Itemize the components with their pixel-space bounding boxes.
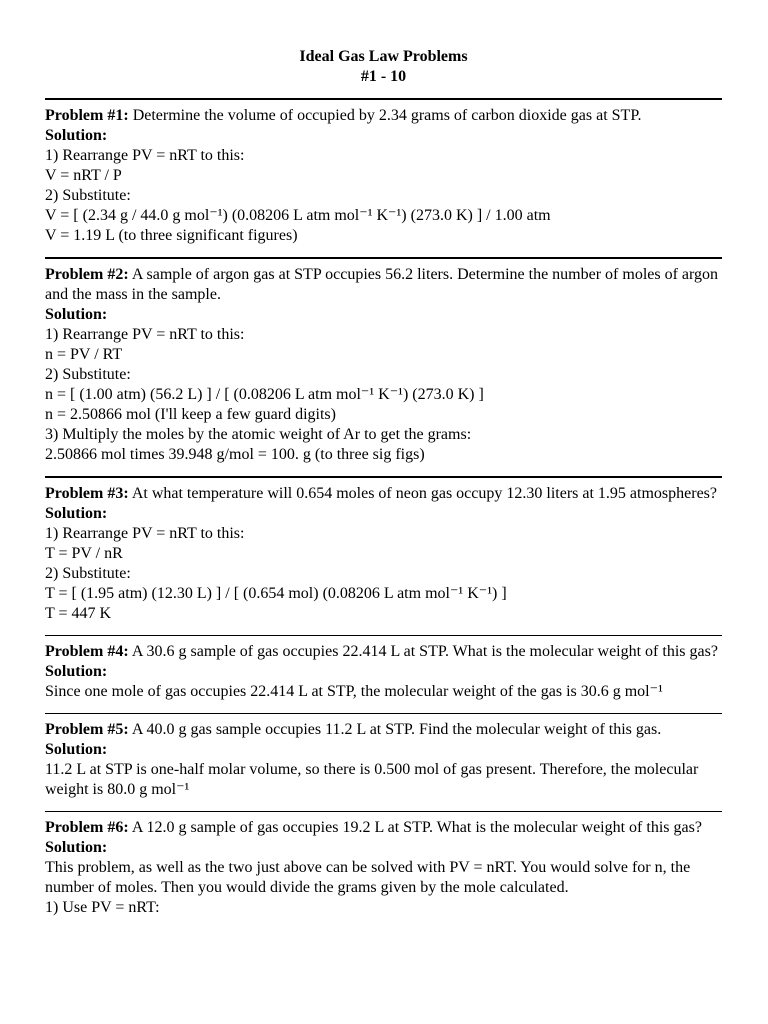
solution-line: T = [ (1.95 atm) (12.30 L) ] / [ (0.654 mol) (0.08206 L atm mol⁻¹ K⁻¹) ]: [45, 585, 507, 602]
problem-1: [45, 98, 722, 257]
solution-line: 1) Rearrange PV = nRT to this:: [45, 326, 245, 343]
solution-line: 1) Rearrange PV = nRT to this:: [45, 147, 245, 164]
solution-line: n = 2.50866 mol (I'll keep a few guard digits): [45, 406, 336, 423]
solution-line: 1) Rearrange PV = nRT to this:: [45, 525, 245, 542]
problem-label: Problem #4:: [45, 643, 129, 660]
problem-2: [45, 257, 722, 476]
problem-label: Problem #1:: [45, 107, 129, 124]
problem-label: Problem #5:: [45, 721, 129, 738]
solution-line: This problem, as well as the two just above can be solved with PV = nRT. You would solve for n, the number of moles. Then you would divide the grams given by the mole calculated.: [45, 859, 695, 896]
solution-line: T = 447 K: [45, 605, 112, 622]
solution-line: V = nRT / P: [45, 167, 122, 184]
solution-line: 2) Substitute:: [45, 187, 131, 204]
problem-5: [45, 713, 722, 811]
problem-statement: [45, 484, 722, 504]
problem-statement: [45, 818, 722, 838]
problem-statement: [45, 265, 722, 305]
solution-line: 2.50866 mol times 39.948 g/mol = 100. g (to three sig figs): [45, 446, 425, 463]
solution-line: n = [ (1.00 atm) (56.2 L) ] / [ (0.08206 L atm mol⁻¹ K⁻¹) (273.0 K) ]: [45, 386, 484, 403]
solution-label: Solution:: [45, 663, 108, 680]
problem-label: Problem #3:: [45, 485, 129, 502]
problem-question: At what temperature will 0.654 moles of neon gas occupy 12.30 liters at 1.95 atmospheres?: [131, 485, 717, 502]
solution-label: Solution:: [45, 839, 108, 856]
document-title: Ideal Gas Law Problems: [299, 48, 468, 65]
solution-label: Solution:: [45, 127, 108, 144]
problem-statement: [45, 642, 722, 662]
document-header: [45, 0, 722, 87]
solution-line: 11.2 L at STP is one-half molar volume, so there is 0.500 mol of gas present. Therefore, the molecular weight is 80.0 g mol⁻¹: [45, 761, 703, 798]
solution-line: n = PV / RT: [45, 346, 123, 363]
solution-line: 3) Multiply the moles by the atomic weight of Ar to get the grams:: [45, 426, 472, 443]
solution-line: T = PV / nR: [45, 545, 123, 562]
solution-label: Solution:: [45, 505, 108, 522]
problem-4: [45, 635, 722, 713]
problem-question: Determine the volume of occupied by 2.34 grams of carbon dioxide gas at STP.: [132, 107, 642, 124]
problem-6: [45, 811, 722, 929]
solution-line: 2) Substitute:: [45, 366, 131, 383]
problem-question: A 40.0 g gas sample occupies 11.2 L at STP. Find the molecular weight of this gas.: [131, 721, 662, 738]
problem-question: A 30.6 g sample of gas occupies 22.414 L at STP. What is the molecular weight of this gas?: [131, 643, 718, 660]
solution-line: Since one mole of gas occupies 22.414 L at STP, the molecular weight of the gas is 30.6 g mol⁻¹: [45, 683, 663, 700]
solution-line: 2) Substitute:: [45, 565, 131, 582]
problem-label: Problem #6:: [45, 819, 129, 836]
document-subtitle: #1 - 10: [360, 68, 407, 85]
solution-label: Solution:: [45, 306, 108, 323]
solution-label: Solution:: [45, 741, 108, 758]
problem-question: A 12.0 g sample of gas occupies 19.2 L at STP. What is the molecular weight of this gas?: [131, 819, 702, 836]
solution-line: 1) Use PV = nRT:: [45, 899, 160, 916]
problem-statement: [45, 106, 722, 126]
solution-line: V = [ (2.34 g / 44.0 g mol⁻¹) (0.08206 L atm mol⁻¹ K⁻¹) (273.0 K) ] / 1.00 atm: [45, 207, 551, 224]
solution-line: V = 1.19 L (to three significant figures): [45, 227, 298, 244]
problem-3: [45, 476, 722, 635]
problem-question: A sample of argon gas at STP occupies 56.2 liters. Determine the number of moles of argon and the mass in the sample.: [45, 266, 723, 303]
problem-label: Problem #2:: [45, 266, 129, 283]
problem-statement: [45, 720, 722, 740]
